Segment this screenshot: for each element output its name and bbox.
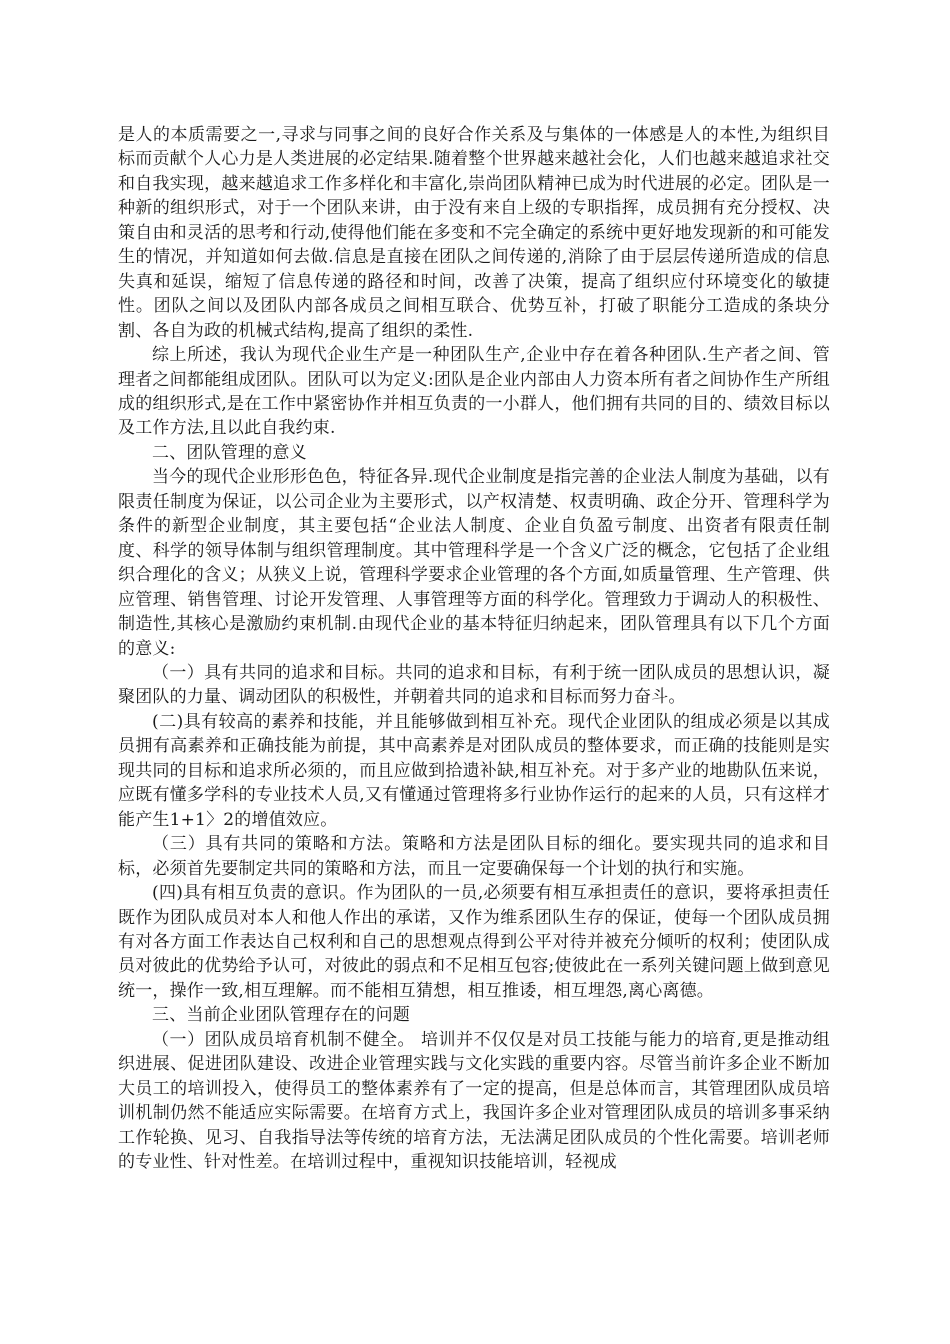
body-paragraph: （三）具有共同的策略和方法。策略和方法是团队目标的细化。要实现共同的追求和目标，必须首先要制定共同的策略和方法，而且一定要确保每一个计划的执行和实施。 <box>118 834 830 879</box>
section-heading: 二、团队管理的意义 <box>152 442 307 463</box>
document-page <box>118 123 830 1174</box>
section-heading: 三、当前企业团队管理存在的问题 <box>152 1005 410 1026</box>
body-paragraph: （一）团队成员培育机制不健全。 培训并不仅仅是对员工技能与能力的培育,更是推动组织进展、促进团队建设、改进企业管理实践与文化实践的重要内容。尽管当前许多企业不断加大员工的培训投入，使得员工的整体素养有了一定的提高，但是总体而言，其管理团队成员培训机制仍然不能适应实际需要。在培育方式上，我国许多企业对管理团队成员的培训多事采纳工作轮换、见习、自我指导法等传统的培育方法，无法满足团队成员的个性化需要。培训老师的专业性、针对性差。在培训过程中，重视知识技能培训，轻视成 <box>118 1029 830 1173</box>
body-paragraph: 综上所述，我认为现代企业生产是一种团队生产,企业中存在着各种团队.生产者之间、管理者之间都能组成团队。团队可以为定义:团队是企业内部由人力资本所有者之间协作生产所组成的组织形式,是在工作中紧密协作并相互负责的一小群人，他们拥有共同的目的、绩效目标以及工作方法,且以此自我约束. <box>118 345 830 439</box>
body-paragraph: (二)具有较高的素养和技能，并且能够做到相互补充。现代企业团队的组成必须是以其成员拥有高素养和正确技能为前提，其中高素养是对团队成员的整体要求，而正确的技能则是实现共同的目标和追求所必须的，而且应做到拾遗补缺,相互补充。对于多产业的地勘队伍来说，应既有懂多学科的专业技术人员,又有懂通过管理将多行业协作运行的起来的人员，只有这样才能产生1+1〉2的增值效应。 <box>118 711 830 830</box>
body-paragraph: (四)具有相互负责的意识。作为团队的一员,必须要有相互承担责任的意识，要将承担责任既作为团队成员对本人和他人作出的承诺，又作为维系团队生存的保证，使每一个团队成员拥有对各方面工作表达自己权利和自己的思想观点得到公平对待并被充分倾听的权利；使团队成员对彼此的优势给予认可，对彼此的弱点和不足相互包容;使彼此在一系列关键问题上做到意见统一，操作一致,相互理解。而不能相互猜想，相互推诿，相互埋怨,离心离德。 <box>118 883 830 1001</box>
body-paragraph: （一）具有共同的追求和目标。共同的追求和目标，有利于统一团队成员的思想认识，凝聚团队的力量、调动团队的积极性，并朝着共同的追求和目标而努力奋斗。 <box>118 662 830 708</box>
body-paragraph: 是人的本质需要之一,寻求与同事之间的良好合作关系及与集体的一体感是人的本性,为组织目标而贡献个人心力是人类进展的必定结果.随着整个世界越来越社会化，人们也越来越追求社交和自我实现，越来越追求工作多样化和丰富化,崇尚团队精神已成为时代进展的必定。团队是一种新的组织形式，对于一个团队来讲，由于没有来自上级的专职指挥，成员拥有充分授权、决策自由和灵活的思考和行动,使得他们能在多变和不完全确定的系统中更好地发现新的和可能发生的情况，并知道如何去做.信息是直接在团队之间传递的,消除了由于层层传递所造成的信息失真和延误，缩短了信息传递的路径和时间，改善了决策，提高了组织应付环境变化的敏捷性。团队之间以及团队内部各成员之间相互联合、优势互补，打破了职能分工造成的条块分割、各自为政的机械式结构,提高了组织的柔性. <box>118 125 830 341</box>
body-paragraph: 当今的现代企业形形色色，特征各异.现代企业制度是指完善的企业法人制度为基础，以有限责任制度为保证，以公司企业为主要形式，以产权清楚、权责明确、政企分开、管理科学为条件的新型企业制度，其主要包括“企业法人制度、企业自负盈亏制度、出资者有限责任制度、科学的领导体制与组织管理制度。其中管理科学是一个含义广泛的概念，它包括了企业组织合理化的含义；从狭义上说，管理科学要求企业管理的各个方面,如质量管理、生产管理、供应管理、销售管理、讨论开发管理、人事管理等方面的科学化。管理致力于调动人的积极性、制造性,其核心是激励约束机制.由现代企业的基本特征归纳起来，团队管理具有以下几个方面的意义: <box>118 467 830 659</box>
